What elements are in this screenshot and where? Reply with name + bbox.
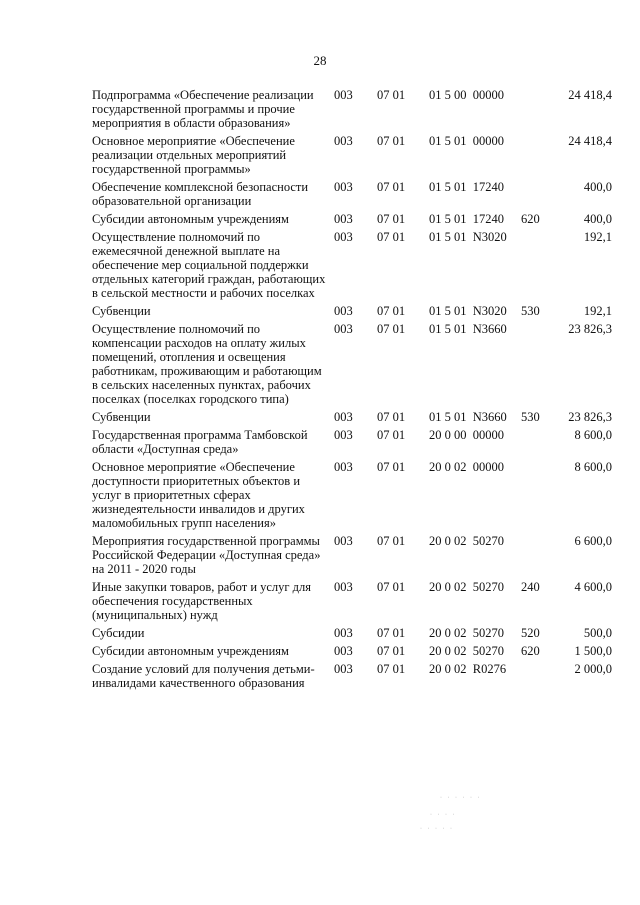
row-sum: 23 826,3 [568,322,612,336]
page-number: 28 [313,53,327,68]
row-expense-kind [521,322,551,406]
row-section-code: 07 01 [377,410,406,424]
row-sum: 4 600,0 [574,580,612,594]
row-sum: 1 500,0 [574,644,612,658]
row-program-code: 20 0 02 50270 [429,644,504,658]
row-sum: 500,0 [583,626,612,640]
row-org-code: 003 [334,410,353,424]
row-sum: 192,1 [583,304,612,318]
row-name: Создание условий для получения детьми-инвалидами качественного образования [92,662,315,690]
budget-table [92,88,612,694]
row-name: Подпрограмма «Обеспечение реализации государственной программы и прочие мероприятия в области образования» [92,88,314,130]
row-name: Субвенции [92,304,151,318]
row-org-code: 003 [334,212,353,226]
row-org-code: 003 [334,644,353,658]
row-sum: 400,0 [583,212,612,226]
row-program-code: 01 5 01 N3660 [429,322,507,336]
row-org-code: 003 [334,428,353,442]
row-org-code: 003 [334,534,353,548]
row-section-code: 07 01 [377,88,406,102]
row-sum: 6 600,0 [574,534,612,548]
row-sum: 400,0 [583,180,612,194]
row-expense-kind [521,460,551,530]
row-section-code: 07 01 [377,428,406,442]
row-name: Обеспечение комплексной безопасности образовательной организации [92,180,309,208]
row-org-code: 003 [334,304,353,318]
row-name: Осуществление полномочий по ежемесячной денежной выплате на обеспечение мер социальной поддержки отдельных категорий граждан, работающих в сельской местности и рабочих поселках [92,230,326,300]
row-expense-kind: 620 [521,644,540,658]
row-section-code: 07 01 [377,534,406,548]
row-name: Субсидии автономным учреждениям [92,644,289,658]
row-program-code: 20 0 02 00000 [429,460,504,474]
table-row [92,230,612,300]
row-sum: 192,1 [583,230,612,244]
table-row [92,534,612,576]
scan-artifact: · · · · · · [440,795,482,801]
row-program-code: 01 5 01 17240 [429,180,504,194]
row-section-code: 07 01 [377,626,406,640]
row-section-code: 07 01 [377,304,406,318]
table-row [92,644,612,658]
row-expense-kind [521,534,551,576]
table-row [92,88,612,130]
row-program-code: 20 0 00 00000 [429,428,504,442]
table-row [92,212,612,226]
row-org-code: 003 [334,626,353,640]
row-program-code: 20 0 02 50270 [429,534,504,548]
row-section-code: 07 01 [377,134,406,148]
row-expense-kind: 530 [521,304,540,318]
row-expense-kind: 520 [521,626,540,640]
row-program-code: 01 5 01 17240 [429,212,504,226]
table-row [92,580,612,622]
table-row [92,662,612,690]
row-program-code: 01 5 01 N3020 [429,230,507,244]
row-expense-kind [521,88,551,130]
row-program-code: 01 5 01 00000 [429,134,504,148]
scan-artifact: · · · · [430,812,457,818]
row-org-code: 003 [334,180,353,194]
row-section-code: 07 01 [377,662,406,676]
row-name: Осуществление полномочий по компенсации расходов на оплату жилых помещений, отопления и освещения работникам, проживающим и работающим в сельских населенных пунктах, рабочих поселках (поселках городского типа) [92,322,322,406]
table-row [92,410,612,424]
row-name: Мероприятия государственной программы Российской Федерации «Доступная среда» на 2011 - 2020 годы [92,534,321,576]
row-section-code: 07 01 [377,322,406,336]
row-name: Субсидии [92,626,145,640]
row-org-code: 003 [334,662,353,676]
table-row [92,428,612,456]
row-program-code: 20 0 02 50270 [429,580,504,594]
row-org-code: 003 [334,460,353,474]
row-expense-kind [521,662,551,690]
row-name: Иные закупки товаров, работ и услуг для обеспечения государственных (муниципальных) нужд [92,580,312,622]
row-expense-kind [521,134,551,176]
row-sum: 24 418,4 [568,134,612,148]
row-expense-kind: 620 [521,212,540,226]
row-expense-kind: 530 [521,410,540,424]
row-expense-kind [521,230,551,300]
table-row [92,626,612,640]
row-section-code: 07 01 [377,580,406,594]
row-name: Государственная программа Тамбовской области «Доступная среда» [92,428,308,456]
row-org-code: 003 [334,134,353,148]
row-org-code: 003 [334,580,353,594]
row-sum: 23 826,3 [568,410,612,424]
row-program-code: 20 0 02 R0276 [429,662,507,676]
table-row [92,134,612,176]
row-sum: 2 000,0 [574,662,612,676]
row-name: Основное мероприятие «Обеспечение реализации отдельных мероприятий государственной программы» [92,134,295,176]
row-org-code: 003 [334,88,353,102]
row-name: Основное мероприятие «Обеспечение доступности приоритетных объектов и услуг в приоритетных сферах жизнедеятельности инвалидов и других маломобильных групп населения» [92,460,305,530]
row-name: Субвенции [92,410,151,424]
row-section-code: 07 01 [377,230,406,244]
row-expense-kind: 240 [521,580,540,594]
row-expense-kind [521,428,551,456]
row-section-code: 07 01 [377,644,406,658]
table-row [92,322,612,406]
row-sum: 8 600,0 [574,428,612,442]
table-row [92,304,612,318]
scan-artifact: · · · · · [420,826,454,832]
row-org-code: 003 [334,322,353,336]
row-program-code: 01 5 01 N3020 [429,304,507,318]
row-name: Субсидии автономным учреждениям [92,212,289,226]
row-program-code: 20 0 02 50270 [429,626,504,640]
table-row [92,460,612,530]
row-org-code: 003 [334,230,353,244]
row-section-code: 07 01 [377,180,406,194]
row-sum: 8 600,0 [574,460,612,474]
row-expense-kind [521,180,551,208]
row-section-code: 07 01 [377,460,406,474]
row-section-code: 07 01 [377,212,406,226]
row-program-code: 01 5 01 N3660 [429,410,507,424]
table-row [92,180,612,208]
row-sum: 24 418,4 [568,88,612,102]
row-program-code: 01 5 00 00000 [429,88,504,102]
